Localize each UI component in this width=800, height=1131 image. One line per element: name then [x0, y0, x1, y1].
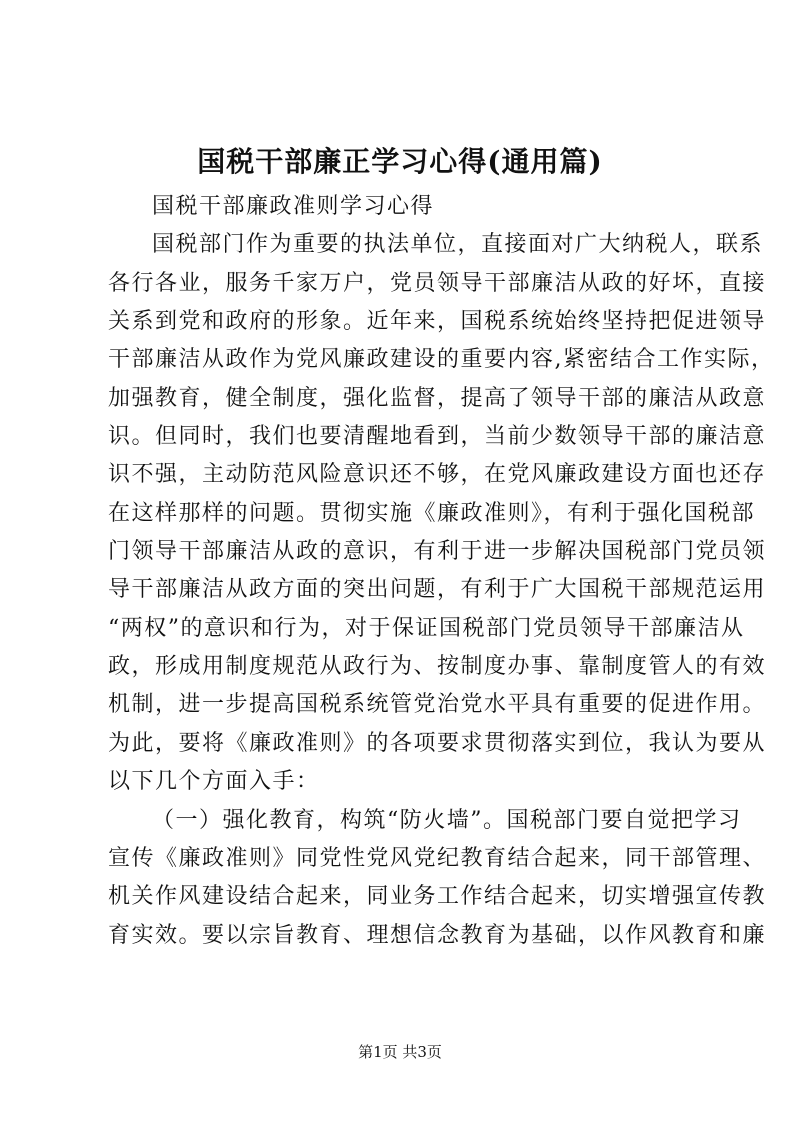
page-footer: 第1页 共3页: [358, 1043, 442, 1061]
paragraph-line: 各行各业，服务千家万户，党员领导干部廉洁从政的好坏，直接: [108, 270, 767, 296]
paragraph-line: 识。但同时，我们也要清醒地看到，当前少数领导干部的廉洁意: [108, 424, 767, 450]
paragraph-line: 干部廉洁从政作为党风廉政建设的重要内容,紧密结合工作实际，: [108, 347, 775, 373]
paragraph-line: 在这样那样的问题。贯彻实施《廉政准则》，有利于强化国税部: [108, 500, 756, 526]
paragraph-line: 关系到党和政府的形象。近年来，国税系统始终坚持把促进领导: [108, 309, 767, 335]
paragraph-line: 机制，进一步提高国税系统管党治党水平具有重要的促进作用。: [108, 692, 767, 718]
paragraph-line: 加强教育，健全制度，强化监督，提高了领导干部的廉洁从政意: [108, 385, 767, 411]
paragraph-line: 政，形成用制度规范从政行为、按制度办事、靠制度管人的有效: [108, 654, 767, 680]
paragraph-line: “两权”的意识和行为，对于保证国税部门党员领导干部廉洁从: [108, 615, 745, 641]
paragraph-line: 以下几个方面入手：: [108, 769, 320, 795]
paragraph-line: 导干部廉洁从政方面的突出问题，有利于广大国税干部规范运用: [108, 577, 767, 603]
paragraph-line: 为此，要将《廉政准则》的各项要求贯彻落实到位，我认为要从: [108, 730, 767, 756]
paragraph-line: 国税部门作为重要的执法单位，直接面对广大纳税人，联系: [152, 232, 764, 258]
paragraph-line: 育实效。要以宗旨教育、理想信念教育为基础，以作风教育和廉: [108, 922, 767, 948]
paragraph-line: 宣传《廉政准则》同党性党风党纪教育结合起来，同干部管理、: [108, 845, 767, 871]
subtitle-line: 国税干部廉政准则学习心得: [152, 194, 435, 219]
paragraph-line: 识不强，主动防范风险意识还不够，在党风廉政建设方面也还存: [108, 462, 767, 488]
document-body: [108, 188, 775, 955]
document-title: 国税干部廉正学习心得(通用篇): [197, 145, 603, 178]
paragraph-line: （一）强化教育，构筑“防火墙”。国税部门要自觉把学习: [152, 807, 742, 833]
paragraph-line: 门领导干部廉洁从政的意识，有利于进一步解决国税部门党员领: [108, 539, 767, 565]
paragraph-line: 机关作风建设结合起来，同业务工作结合起来，切实增强宣传教: [108, 884, 767, 910]
